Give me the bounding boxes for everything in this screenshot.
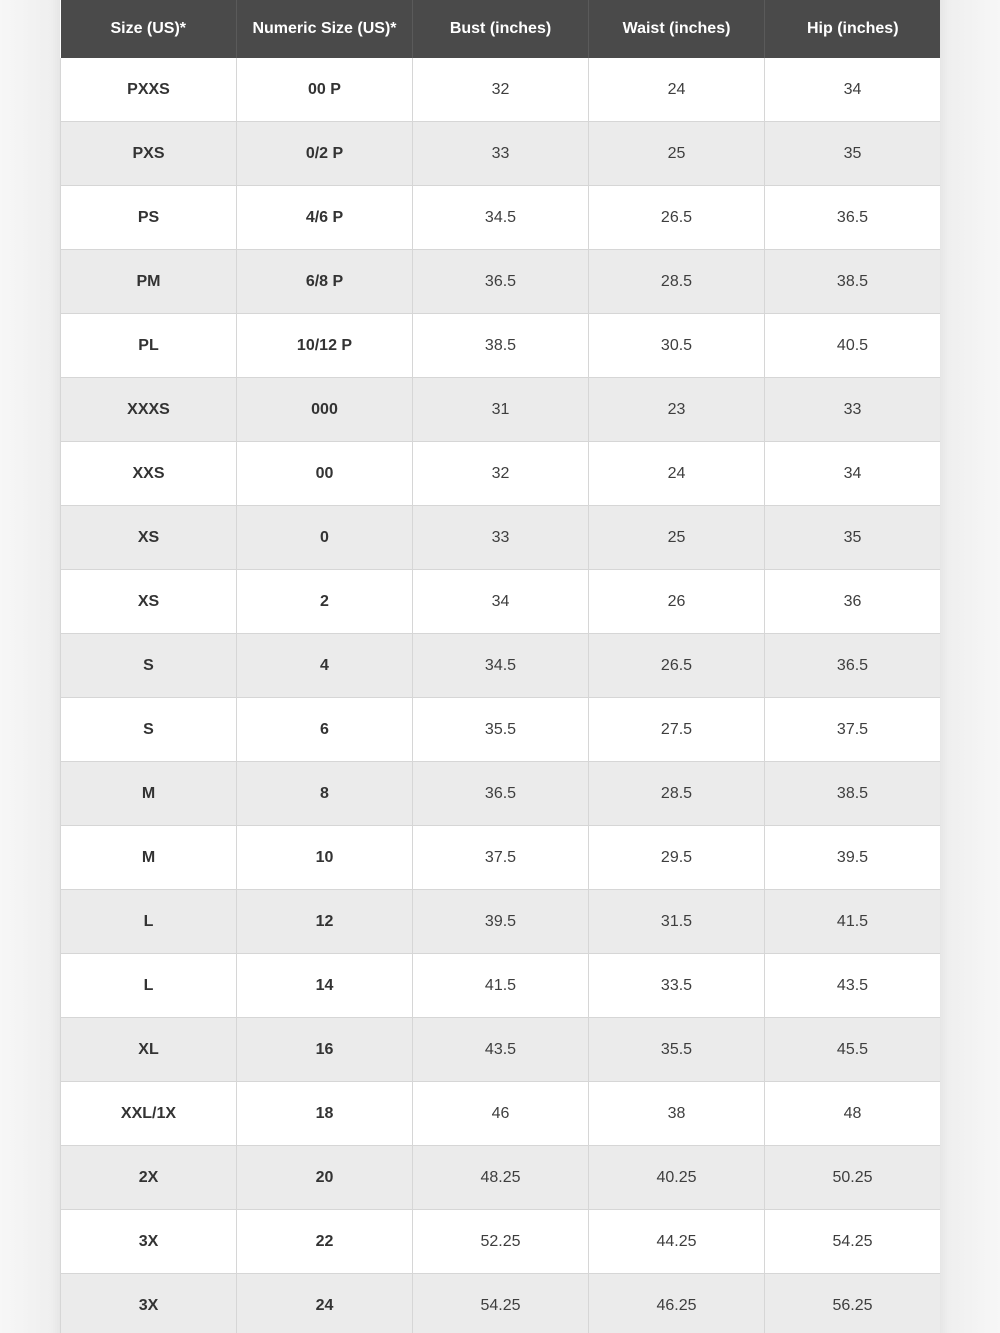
cell-bust: 52.25	[413, 1210, 589, 1274]
size-chart-body	[61, 58, 941, 1333]
cell-bust: 43.5	[413, 1018, 589, 1082]
cell-bust: 41.5	[413, 954, 589, 1018]
cell-hip: 33	[765, 378, 941, 442]
cell-hip: 45.5	[765, 1018, 941, 1082]
cell-numeric-size: 24	[237, 1274, 413, 1333]
cell-size-us: XXS	[61, 442, 237, 506]
cell-hip: 35	[765, 506, 941, 570]
cell-waist: 38	[589, 1082, 765, 1146]
cell-size-us: L	[61, 890, 237, 954]
cell-waist: 44.25	[589, 1210, 765, 1274]
cell-size-us: XL	[61, 1018, 237, 1082]
cell-numeric-size: 18	[237, 1082, 413, 1146]
cell-size-us: PM	[61, 250, 237, 314]
cell-waist: 31.5	[589, 890, 765, 954]
cell-bust: 34.5	[413, 634, 589, 698]
cell-waist: 24	[589, 442, 765, 506]
cell-numeric-size: 10	[237, 826, 413, 890]
cell-waist: 28.5	[589, 250, 765, 314]
cell-hip: 36.5	[765, 186, 941, 250]
cell-waist: 28.5	[589, 762, 765, 826]
cell-size-us: PL	[61, 314, 237, 378]
cell-numeric-size: 4	[237, 634, 413, 698]
cell-numeric-size: 000	[237, 378, 413, 442]
header-hip: Hip (inches)	[765, 0, 941, 58]
size-chart-header	[61, 0, 941, 58]
page-margin-right	[940, 0, 1000, 1333]
cell-size-us: XXXS	[61, 378, 237, 442]
cell-bust: 33	[413, 122, 589, 186]
cell-numeric-size: 8	[237, 762, 413, 826]
cell-size-us: 3X	[61, 1274, 237, 1333]
cell-waist: 30.5	[589, 314, 765, 378]
header-numeric-size-us: Numeric Size (US)*	[237, 0, 413, 58]
cell-size-us: 2X	[61, 1146, 237, 1210]
cell-bust: 31	[413, 378, 589, 442]
cell-numeric-size: 20	[237, 1146, 413, 1210]
table-row	[61, 378, 941, 442]
table-row	[61, 570, 941, 634]
cell-numeric-size: 2	[237, 570, 413, 634]
header-bust: Bust (inches)	[413, 0, 589, 58]
table-row	[61, 1210, 941, 1274]
cell-waist: 26.5	[589, 186, 765, 250]
cell-bust: 33	[413, 506, 589, 570]
cell-size-us: PXXS	[61, 58, 237, 122]
cell-hip: 37.5	[765, 698, 941, 762]
cell-size-us: PXS	[61, 122, 237, 186]
cell-numeric-size: 12	[237, 890, 413, 954]
cell-size-us: XS	[61, 570, 237, 634]
cell-waist: 25	[589, 506, 765, 570]
cell-waist: 24	[589, 58, 765, 122]
cell-numeric-size: 22	[237, 1210, 413, 1274]
cell-numeric-size: 0	[237, 506, 413, 570]
cell-numeric-size: 4/6 P	[237, 186, 413, 250]
cell-waist: 27.5	[589, 698, 765, 762]
table-row	[61, 442, 941, 506]
cell-waist: 29.5	[589, 826, 765, 890]
cell-bust: 46	[413, 1082, 589, 1146]
cell-hip: 48	[765, 1082, 941, 1146]
cell-waist: 25	[589, 122, 765, 186]
cell-size-us: S	[61, 634, 237, 698]
cell-bust: 34.5	[413, 186, 589, 250]
cell-numeric-size: 10/12 P	[237, 314, 413, 378]
cell-size-us: M	[61, 762, 237, 826]
cell-waist: 46.25	[589, 1274, 765, 1333]
cell-bust: 32	[413, 442, 589, 506]
table-row	[61, 506, 941, 570]
size-chart-container	[60, 0, 940, 1333]
cell-numeric-size: 6/8 P	[237, 250, 413, 314]
header-waist: Waist (inches)	[589, 0, 765, 58]
cell-numeric-size: 16	[237, 1018, 413, 1082]
cell-hip: 56.25	[765, 1274, 941, 1333]
cell-hip: 35	[765, 122, 941, 186]
cell-size-us: 3X	[61, 1210, 237, 1274]
cell-size-us: PS	[61, 186, 237, 250]
table-row	[61, 826, 941, 890]
cell-numeric-size: 00	[237, 442, 413, 506]
header-row	[61, 0, 941, 58]
cell-waist: 35.5	[589, 1018, 765, 1082]
cell-size-us: L	[61, 954, 237, 1018]
cell-size-us: XS	[61, 506, 237, 570]
cell-hip: 39.5	[765, 826, 941, 890]
page-margin-left	[0, 0, 60, 1333]
size-chart-table	[60, 0, 940, 1333]
cell-numeric-size: 14	[237, 954, 413, 1018]
cell-bust: 34	[413, 570, 589, 634]
table-row	[61, 1082, 941, 1146]
header-size-us: Size (US)*	[61, 0, 237, 58]
cell-numeric-size: 00 P	[237, 58, 413, 122]
cell-hip: 36	[765, 570, 941, 634]
cell-bust: 39.5	[413, 890, 589, 954]
table-row	[61, 634, 941, 698]
cell-hip: 43.5	[765, 954, 941, 1018]
table-row	[61, 186, 941, 250]
table-row	[61, 762, 941, 826]
cell-hip: 36.5	[765, 634, 941, 698]
cell-size-us: S	[61, 698, 237, 762]
cell-bust: 36.5	[413, 250, 589, 314]
table-row	[61, 1146, 941, 1210]
cell-bust: 32	[413, 58, 589, 122]
cell-hip: 41.5	[765, 890, 941, 954]
cell-waist: 26	[589, 570, 765, 634]
table-row	[61, 890, 941, 954]
cell-waist: 33.5	[589, 954, 765, 1018]
table-row	[61, 314, 941, 378]
cell-hip: 40.5	[765, 314, 941, 378]
cell-hip: 54.25	[765, 1210, 941, 1274]
cell-hip: 34	[765, 58, 941, 122]
table-row	[61, 1018, 941, 1082]
cell-hip: 38.5	[765, 250, 941, 314]
table-row	[61, 698, 941, 762]
cell-bust: 54.25	[413, 1274, 589, 1333]
table-row	[61, 58, 941, 122]
cell-numeric-size: 6	[237, 698, 413, 762]
cell-size-us: XXL/1X	[61, 1082, 237, 1146]
table-row	[61, 122, 941, 186]
cell-waist: 23	[589, 378, 765, 442]
cell-waist: 26.5	[589, 634, 765, 698]
cell-bust: 36.5	[413, 762, 589, 826]
cell-waist: 40.25	[589, 1146, 765, 1210]
cell-hip: 34	[765, 442, 941, 506]
cell-numeric-size: 0/2 P	[237, 122, 413, 186]
cell-hip: 38.5	[765, 762, 941, 826]
cell-size-us: M	[61, 826, 237, 890]
cell-bust: 38.5	[413, 314, 589, 378]
table-row	[61, 250, 941, 314]
table-row	[61, 954, 941, 1018]
cell-bust: 48.25	[413, 1146, 589, 1210]
cell-bust: 35.5	[413, 698, 589, 762]
table-row	[61, 1274, 941, 1333]
cell-bust: 37.5	[413, 826, 589, 890]
cell-hip: 50.25	[765, 1146, 941, 1210]
